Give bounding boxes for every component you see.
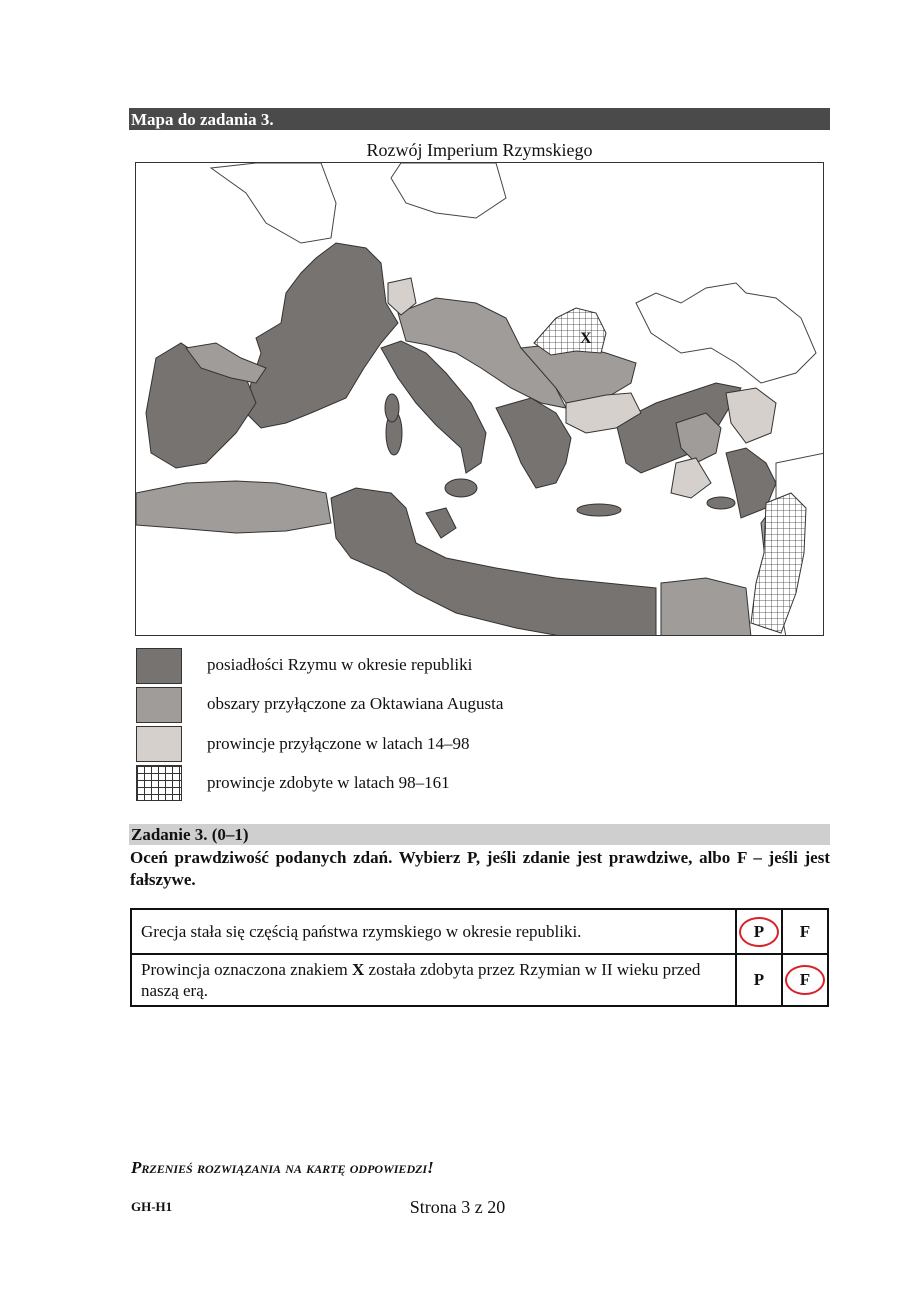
transfer-note-text: Przenieś rozwiązania na kartę odpowiedzi!	[131, 1158, 434, 1177]
statement-2-part-2: została zdobyta przez Rzymian w II wieku przed naszą erą.	[141, 960, 701, 1000]
task-instruction: Oceń prawdziwość podanych zdań. Wybierz P, jeśli zdanie jest prawdziwe, albo F – jeśli jest fałszywe.	[130, 848, 830, 889]
page-number: Strona 3 z 20	[409, 1197, 506, 1217]
legend-swatch-augustus	[136, 687, 182, 723]
option-p-label: P	[753, 921, 765, 941]
transfer-note	[131, 1158, 434, 1178]
task-header: Zadanie 3. (0–1)	[129, 824, 830, 845]
selection-circle	[785, 965, 825, 995]
legend-swatch-14-98	[136, 726, 182, 762]
table-row	[131, 909, 828, 954]
roman-empire-map	[135, 162, 824, 636]
option-f-row-2[interactable]	[782, 954, 828, 1006]
option-f-label: F	[799, 921, 811, 941]
true-false-table	[130, 908, 829, 1007]
legend-label-augustus: obszary przyłączone za Oktawiana Augusta	[207, 694, 504, 713]
statement-2-marker: X	[352, 960, 365, 979]
map-title: Rozwój Imperium Rzymskiego	[366, 140, 593, 160]
option-p-label: P	[753, 970, 765, 989]
table-row	[131, 954, 828, 1006]
option-f-row-1[interactable]	[782, 909, 828, 954]
legend-swatch-republic	[136, 648, 182, 684]
option-p-row-2[interactable]	[736, 954, 782, 1006]
legend-label-republic: posiadłości Rzymu w okresie republiki	[207, 655, 473, 674]
map-marker-x: X	[580, 330, 592, 347]
option-p-row-1[interactable]	[736, 909, 782, 954]
exam-code: GH-H1	[131, 1199, 173, 1214]
statement-1: Grecja stała się częścią państwa rzymskiego w okresie republiki.	[131, 909, 736, 954]
legend-label-14-98: prowincje przyłączone w latach 14–98	[207, 734, 470, 753]
section-header: Mapa do zadania 3.	[129, 108, 830, 130]
option-f-label: F	[799, 970, 811, 989]
statement-2	[131, 954, 736, 1006]
legend-swatch-98-161	[136, 765, 182, 801]
statement-2-part-1: Prowincja oznaczona znakiem	[141, 960, 352, 979]
legend-label-98-161: prowincje zdobyte w latach 98–161	[207, 773, 450, 792]
selection-circle	[739, 917, 779, 947]
